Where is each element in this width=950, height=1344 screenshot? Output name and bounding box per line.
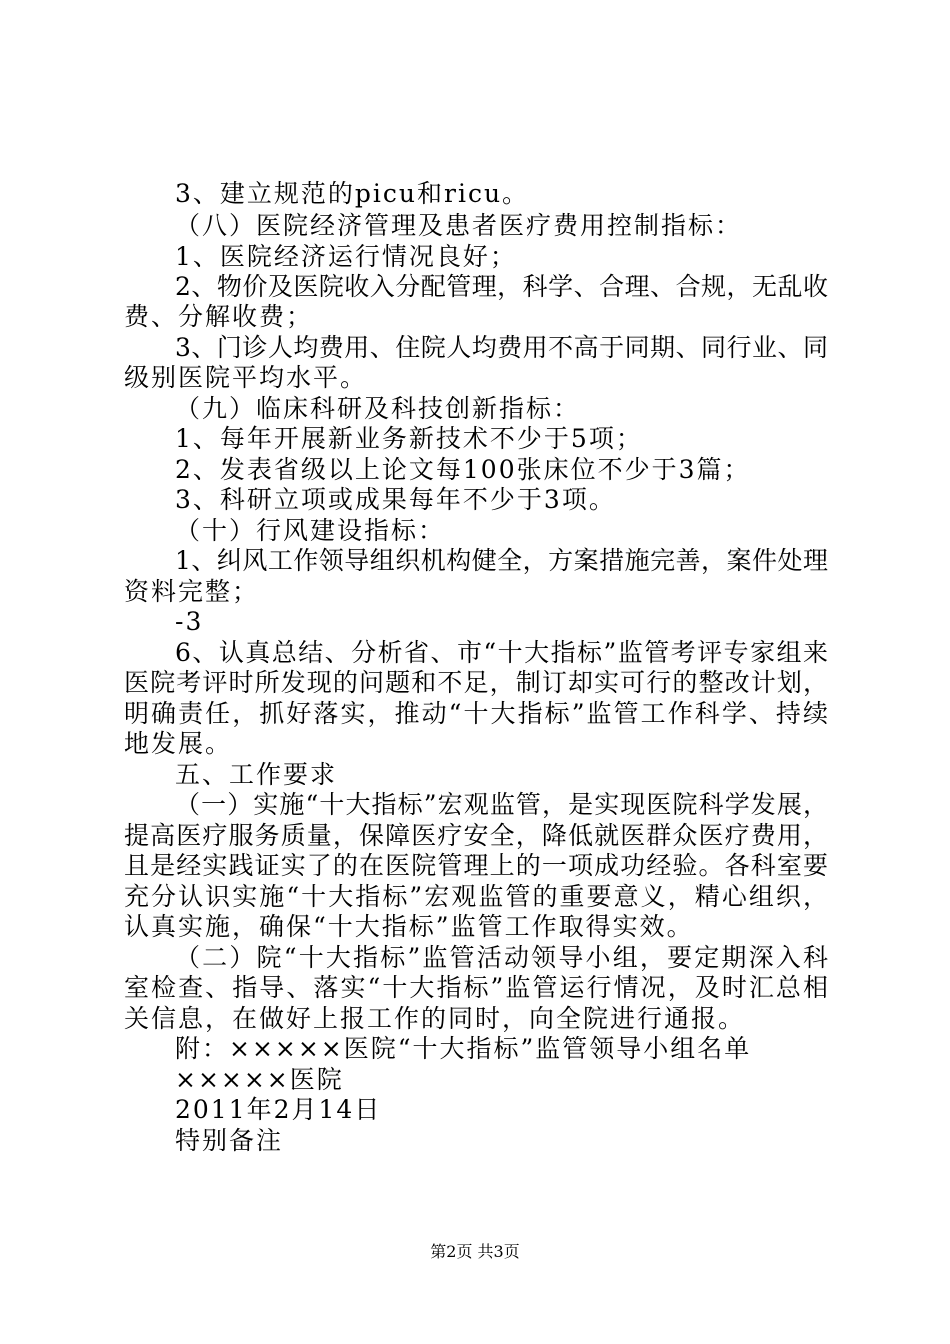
text-line-27: 室检查、指导、落实“十大指标”监管运行情况，及时汇总相	[124, 973, 828, 1002]
text-line-18: 明确责任，抓好落实，推动“十大指标”监管工作科学、持续	[124, 699, 828, 728]
signature-hospital: ×××××医院	[175, 1065, 344, 1094]
text-line-28: 关信息，在做好上报工作的同时，向全院进行通报。	[124, 1004, 746, 1033]
text-line-26: （二）院“十大指标”监管活动领导小组，要定期深入科	[175, 943, 828, 972]
text-line-10: 2、发表省级以上论文每100张床位不少于3篇；	[175, 455, 751, 484]
special-note-heading: 特别备注	[175, 1126, 284, 1155]
text-line-13: 1、纠风工作领导组织机构健全，方案措施完善，案件处理	[175, 546, 828, 575]
text-line-11: 3、科研立项或成果每年不少于3项。	[175, 485, 616, 514]
section-heading-10: （十）行风建设指标：	[175, 516, 446, 545]
text-line-25: 认真实施，确保“十大指标”监管工作取得实效。	[124, 912, 694, 941]
text-line-17: 医院考评时所发现的问题和不足，制订却实可行的整改计划，	[124, 668, 828, 697]
text-line-22: 提高医疗服务质量，保障医疗安全，降低就医群众医疗费用，	[124, 821, 828, 850]
text-line-3: 1、医院经济运行情况良好；	[175, 242, 517, 271]
text-line-19: 地发展。	[124, 729, 233, 758]
page-number-footer: 第2页 共3页	[430, 1242, 520, 1261]
text-line-7: 级别医院平均水平。	[124, 363, 368, 392]
section-heading-8: （八）医院经济管理及患者医疗费用控制指标：	[175, 211, 743, 240]
text-line-6: 3、门诊人均费用、住院人均费用不高于同期、同行业、同	[175, 333, 828, 362]
text-line-21: （一）实施“十大指标”宏观监管，是实现医院科学发展，	[175, 790, 828, 819]
text-line-9: 1、每年开展新业务新技术不少于5项；	[175, 424, 643, 453]
text-line-1: 3、建立规范的picu和ricu。	[175, 179, 530, 208]
text-line-14: 资料完整；	[124, 577, 260, 606]
section-heading-5: 五、工作要求	[175, 760, 338, 789]
signature-date: 2011年2月14日	[175, 1095, 382, 1124]
attachment-note: 附：×××××医院“十大指标”监管领导小组名单	[175, 1034, 752, 1063]
text-line-4: 2、物价及医院收入分配管理，科学、合理、合规，无乱收	[175, 272, 828, 301]
section-heading-9: （九）临床科研及科技创新指标：	[175, 394, 581, 423]
page-marker: -3	[175, 607, 204, 636]
text-line-5: 费、分解收费；	[124, 302, 314, 331]
text-line-16: 6、认真总结、分析省、市“十大指标”监管考评专家组来	[175, 638, 828, 667]
text-line-23: 且是经实践证实了的在医院管理上的一项成功经验。各科室要	[124, 851, 828, 880]
text-line-24: 充分认识实施“十大指标”宏观监管的重要意义，精心组织，	[124, 882, 828, 911]
